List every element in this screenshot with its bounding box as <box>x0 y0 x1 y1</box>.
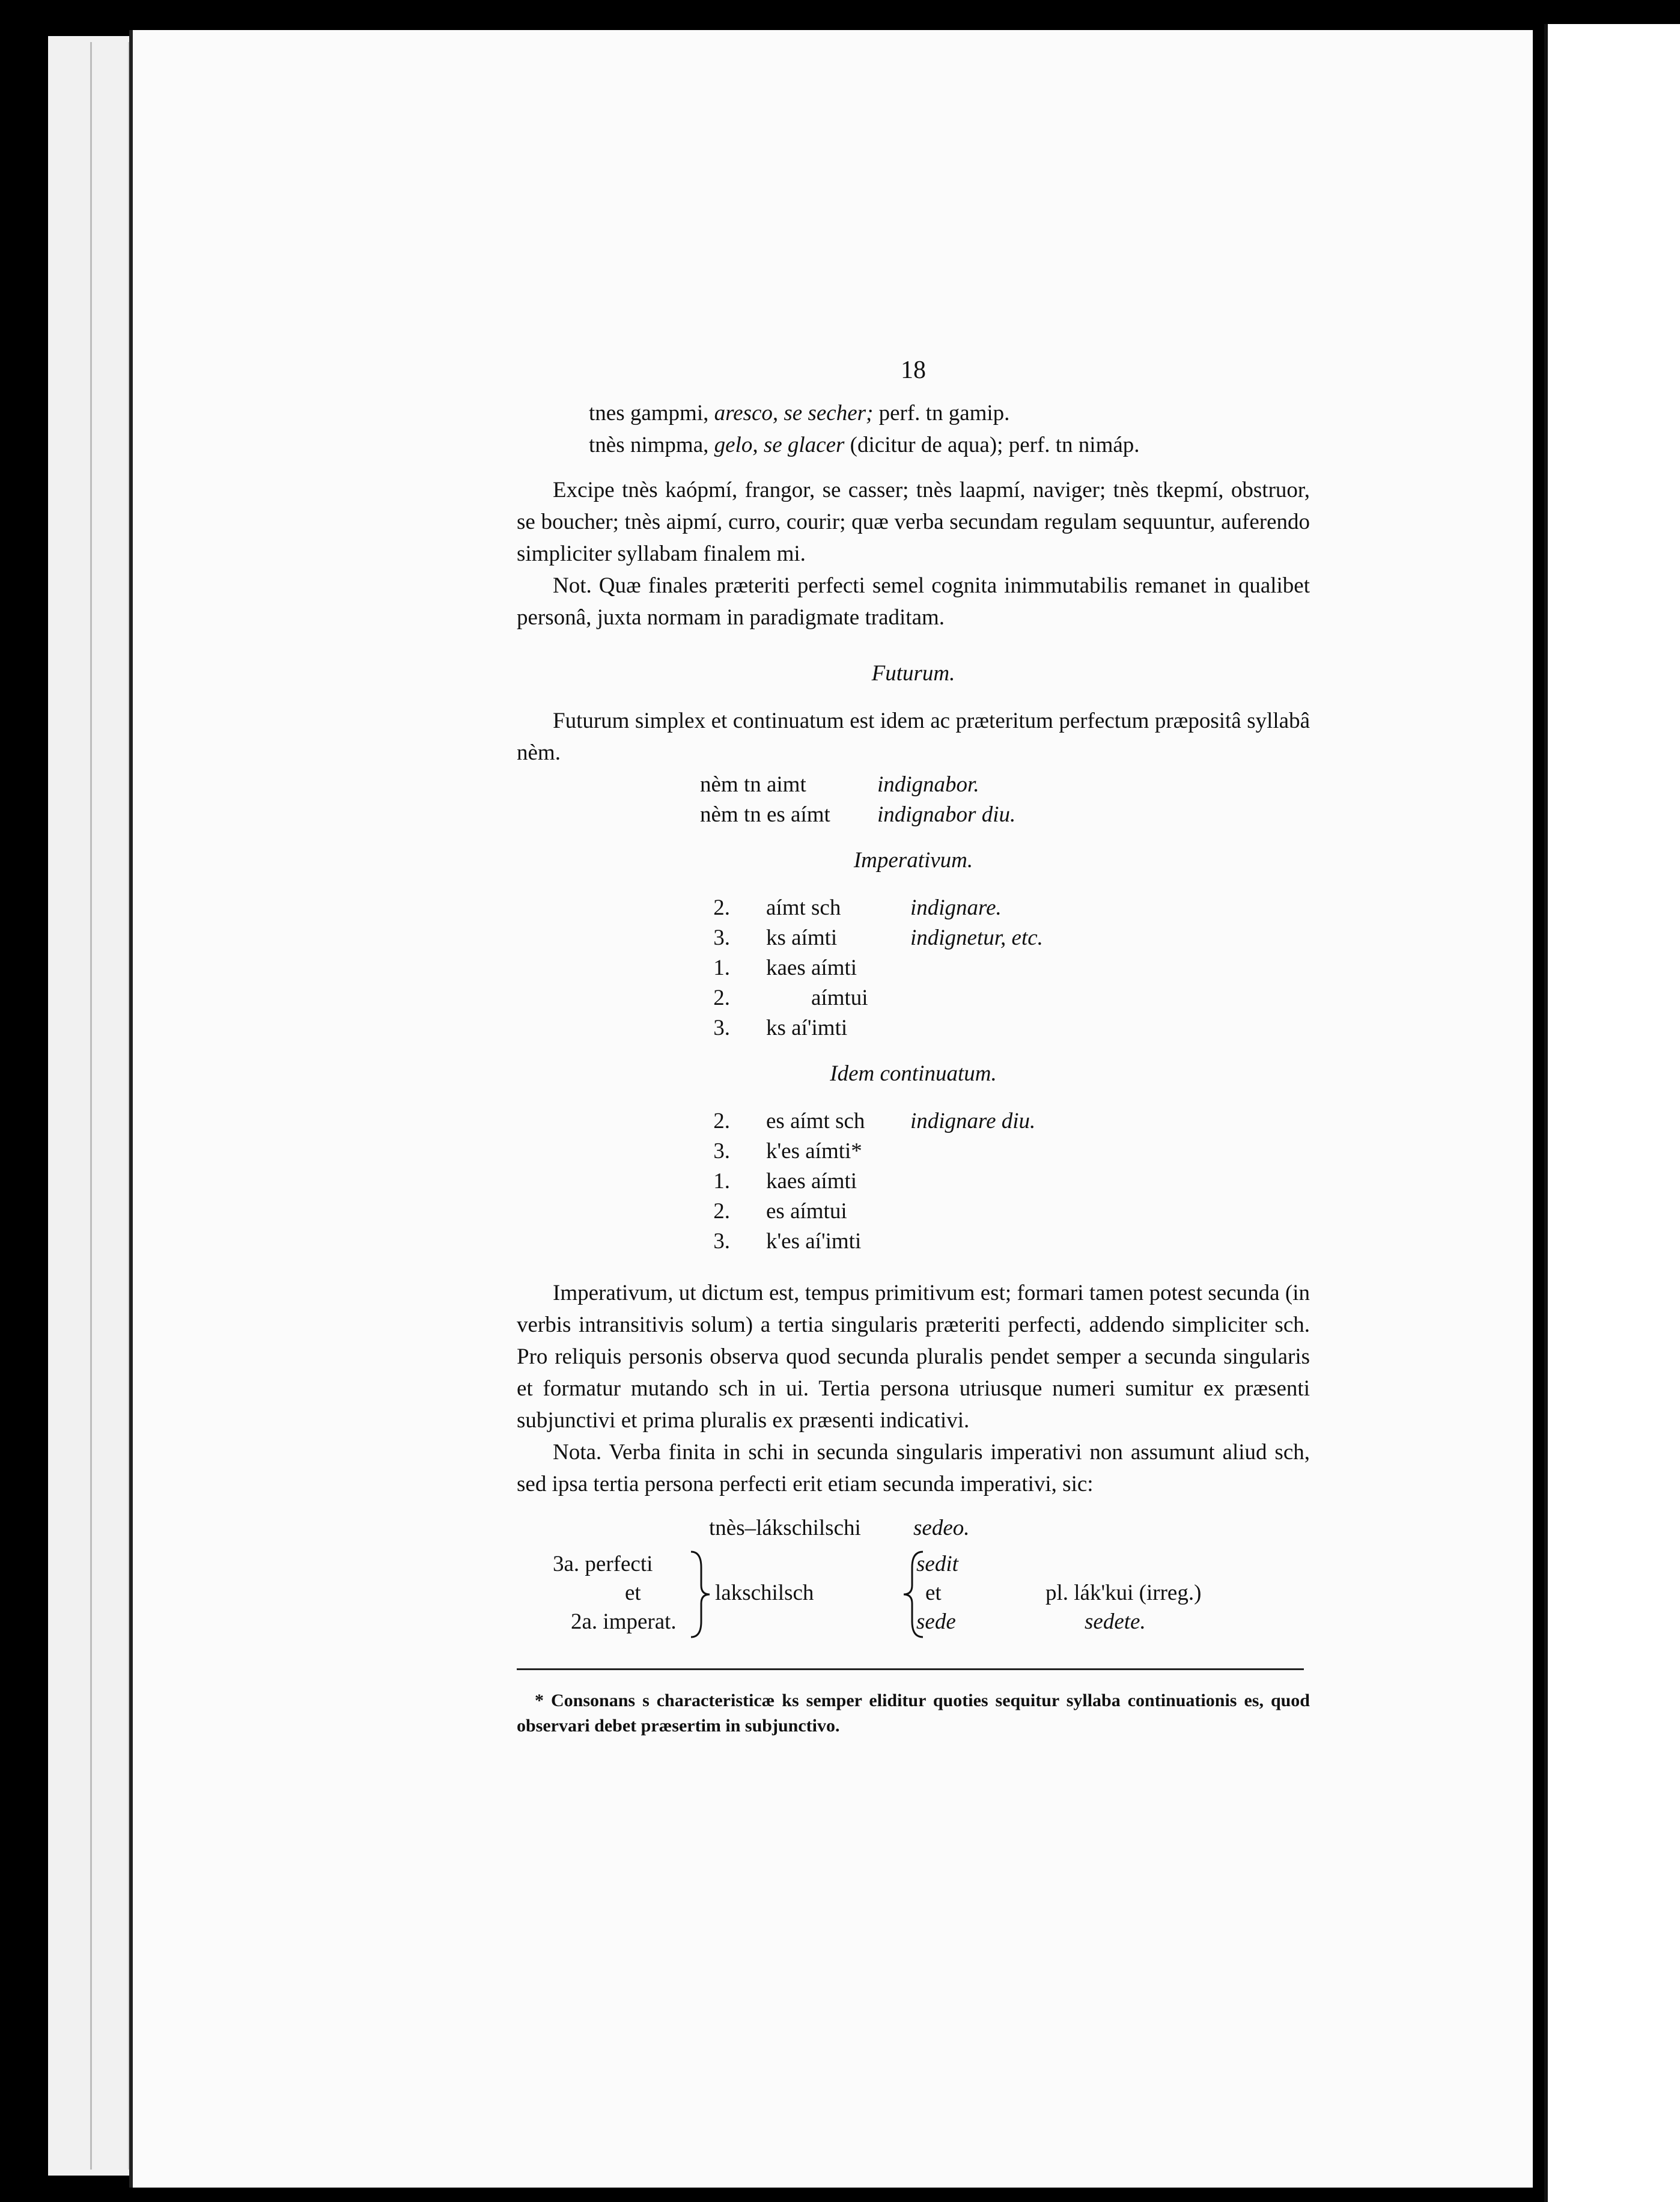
verb-form: k'es aímti* <box>766 1139 862 1164</box>
person-number: 3. <box>713 926 730 950</box>
verb-form: ks aí'imti <box>766 1016 848 1040</box>
verb-form: es aímtui <box>766 1199 847 1224</box>
left-brace <box>688 1549 712 1639</box>
excipe-paragraph: Excipe tnès kaópmí, frangor, se casser; tnès laapmí, naviger; tnès tkepmí, obstruor, se boucher; tnès aipmí, curro, courir; quæ verba secundam regulam sequuntur, auferendo simpliciter syllabam finalem mi. <box>517 478 1310 566</box>
person-number: 2. <box>713 895 730 920</box>
footnote: * Consonans s characteristicæ ks semper eliditur quoties sequitur syllaba continuationis es, quod observari debet præsertim in subjunctivo. <box>517 1691 1310 1736</box>
table-row <box>517 1105 1310 1135</box>
verb-form: nèm tn aimt <box>700 772 806 797</box>
paradigm-left-label: 2a. imperat. <box>571 1609 677 1634</box>
paradigm-right-label: sede <box>916 1609 956 1634</box>
verb-translation: indignare. <box>910 895 1002 920</box>
intro-line-text: perf. tn gamip. <box>873 401 1010 425</box>
verb-translation: indignare diu. <box>910 1109 1036 1133</box>
table-row <box>517 952 1310 982</box>
verb-translation: indignabor. <box>877 772 979 797</box>
intro-line-text: tnes gampmi, <box>589 401 714 425</box>
paradigm-block <box>517 1506 1310 1644</box>
intro-lines <box>517 397 1310 461</box>
person-number: 3. <box>713 1016 730 1040</box>
intro-line-text: tnès nimpma, <box>589 433 714 457</box>
paradigm-left-label: 3a. perfecti <box>553 1552 653 1576</box>
person-number: 1. <box>713 1169 730 1194</box>
footnote-separator <box>517 1668 1304 1670</box>
verb-form: nèm tn es aímt <box>700 802 830 827</box>
table-row <box>517 799 1310 829</box>
table-row <box>517 1225 1310 1255</box>
person-number: 3. <box>713 1229 730 1254</box>
futurum-table <box>517 769 1310 829</box>
idem-heading: Idem continuatum. <box>830 1061 997 1086</box>
intro-line-italic: gelo, se glacer <box>714 433 845 457</box>
futurum-paragraph: Futurum simplex et continuatum est idem ac præteritum perfectum præpositâ syllabâ nèm. <box>517 709 1310 765</box>
intro-line-italic: aresco, se secher; <box>714 401 874 425</box>
futurum-heading: Futurum. <box>871 661 955 686</box>
paradigm-middle-form: lakschilsch <box>715 1581 814 1605</box>
page-content <box>517 355 1310 1739</box>
paradigm-left-label: et <box>625 1581 641 1605</box>
verb-form: aímt sch <box>766 895 841 920</box>
verb-form: aímtui <box>811 986 868 1010</box>
person-number: 2. <box>713 1109 730 1133</box>
imperativum-table <box>517 892 1310 1042</box>
intro-line <box>517 397 1310 429</box>
person-number: 2. <box>713 1199 730 1224</box>
imperativum-paragraph: Imperativum, ut dictum est, tempus primitivum est; formari tamen potest secunda (in verbis intransitivis solum) a tertia singularis præteriti perfecti, addendo simpliciter sch. Pro reliquis personis observa quod secunda pluralis pendet semper a secunda singularis et formatur mutando sch in ui. Tertia persona utriusque numeri sumitur ex præsenti subjunctivi et prima pluralis ex præsenti indicativi. <box>517 1281 1310 1433</box>
paradigm-right-label: et <box>925 1581 942 1605</box>
table-row <box>517 892 1310 922</box>
verb-translation: indignetur, etc. <box>910 926 1043 950</box>
table-row <box>517 982 1310 1012</box>
verb-form: kaes aímti <box>766 956 857 980</box>
table-row <box>517 922 1310 952</box>
book-leaf-edge <box>90 42 130 2170</box>
table-row <box>517 1135 1310 1165</box>
table-row <box>517 1195 1310 1225</box>
table-row <box>517 1165 1310 1195</box>
imperativum-heading: Imperativum. <box>853 848 973 873</box>
table-row <box>517 769 1310 799</box>
verb-translation: indignabor diu. <box>877 802 1016 827</box>
intro-line <box>517 429 1310 461</box>
nota-verba-paragraph: Nota. Verba finita in schi in secunda singularis imperativi non assumunt aliud sch, sed ipsa tertia persona perfecti erit etiam secunda imperativi, sic: <box>517 1440 1310 1496</box>
verb-form: kaes aímti <box>766 1169 857 1194</box>
paradigm-right-label: sedit <box>916 1552 958 1576</box>
book-page-right-edge <box>1544 24 1680 2202</box>
paradigm-head-word: tnès–lákschilschi <box>709 1516 861 1540</box>
verb-form: ks aímti <box>766 926 838 950</box>
page-number: 18 <box>901 356 926 384</box>
verb-form: es aímt sch <box>766 1109 865 1133</box>
paradigm-plural: pl. lák'kui (irreg.) <box>1045 1581 1202 1605</box>
person-number: 2. <box>713 986 730 1010</box>
person-number: 3. <box>713 1139 730 1164</box>
table-row <box>517 1012 1310 1042</box>
verb-form: k'es aí'imti <box>766 1229 862 1254</box>
nota-paragraph: Not. Quæ finales præteriti perfecti semel cognita inimmutabilis remanet in qualibet personâ, juxta normam in paradigmate traditam. <box>517 573 1310 630</box>
person-number: 1. <box>713 956 730 980</box>
idem-table <box>517 1105 1310 1255</box>
paradigm-head-translation: sedeo. <box>913 1516 970 1540</box>
paradigm-plural-translation: sedete. <box>1085 1609 1146 1634</box>
intro-line-text: (dicitur de aqua); perf. tn nimáp. <box>844 433 1140 457</box>
